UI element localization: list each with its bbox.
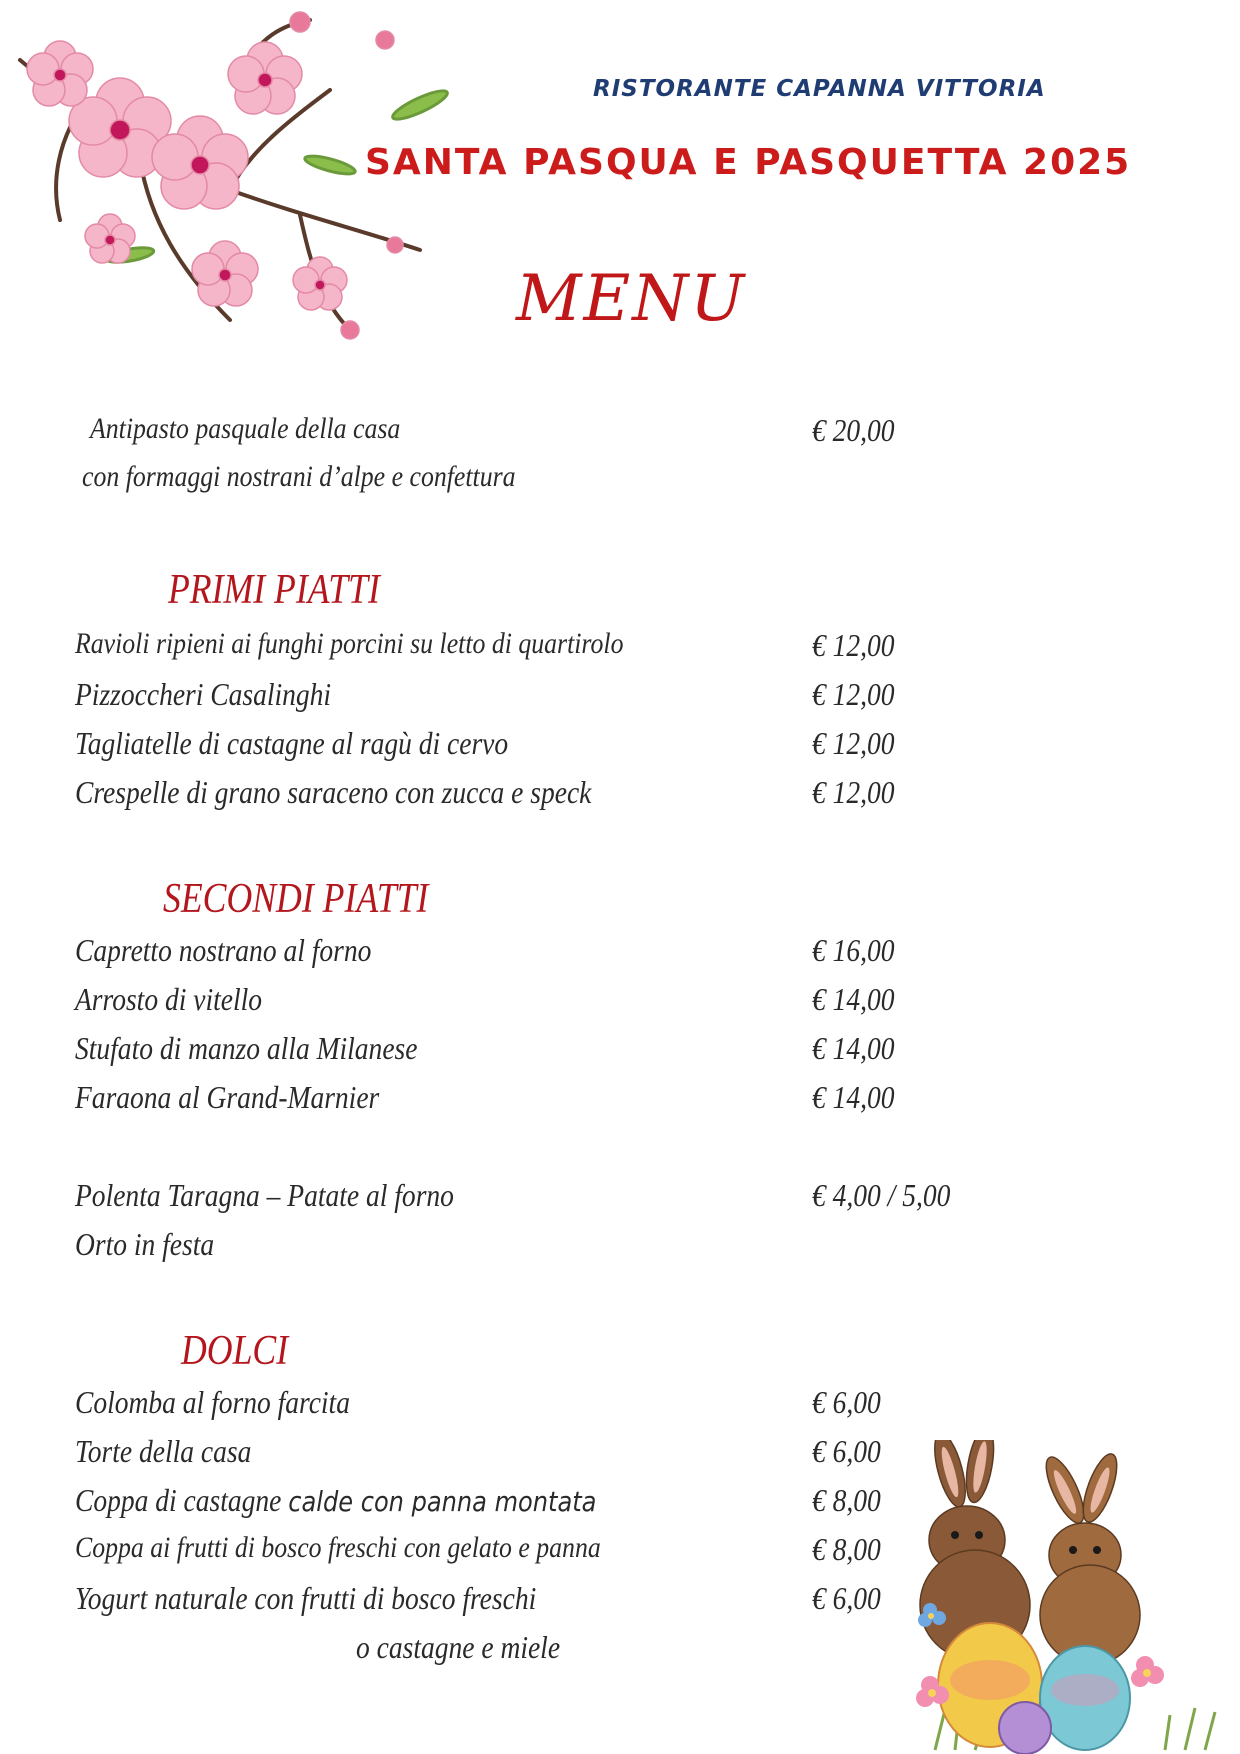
menu-item-name: [75, 1482, 596, 1519]
menu-item-price: € 12,00: [812, 725, 895, 761]
menu-item-price: € 12,00: [812, 676, 895, 712]
section-title-primi: PRIMI PIATTI: [168, 567, 380, 613]
menu-item-name: Antipasto pasquale della casa: [90, 412, 401, 445]
event-title: SANTA PASQUA E PASQUETTA 2025: [365, 142, 1132, 183]
menu-item-price: € 14,00: [812, 1079, 895, 1115]
menu-item-price: € 6,00: [812, 1433, 881, 1469]
menu-item-name: Colomba al forno farcita: [75, 1384, 350, 1420]
menu-item-name: Capretto nostrano al forno: [75, 932, 372, 968]
menu-item-price: € 4,00 / 5,00: [812, 1177, 951, 1213]
menu-item-price: € 6,00: [812, 1580, 881, 1616]
menu-item-name: Crespelle di grano saraceno con zucca e speck: [75, 774, 592, 810]
menu-item-contorni: [0, 1177, 1240, 1221]
menu-item-antipasto: [0, 412, 1240, 456]
menu-item-price: € 14,00: [812, 1030, 895, 1066]
menu-item: [0, 1384, 1240, 1428]
menu-item-name-part: calde con panna montata: [288, 1485, 597, 1518]
menu-item-name-part: Coppa di castagne: [75, 1482, 289, 1518]
menu-item: [0, 676, 1240, 720]
menu-item-price: € 6,00: [812, 1384, 881, 1420]
menu-item-description: o castagne e miele: [356, 1629, 561, 1665]
cherry-blossom-branch-icon: [0, 0, 500, 380]
menu-item-name: Faraona al Grand-Marnier: [75, 1079, 380, 1115]
easter-bunnies-eggs-icon: [915, 1440, 1240, 1754]
menu-item-name: Polenta Taragna – Patate al forno: [75, 1177, 454, 1213]
menu-item-price: € 12,00: [812, 774, 895, 810]
section-title-secondi: SECONDI PIATTI: [163, 876, 429, 922]
menu-item: [0, 627, 1240, 671]
menu-item: [0, 774, 1240, 818]
menu-item-name: Ravioli ripieni ai funghi porcini su letto di quartirolo: [75, 627, 624, 660]
menu-item: [0, 725, 1240, 769]
section-title-dolci: DOLCI: [181, 1328, 289, 1374]
menu-item-name: Orto in festa: [75, 1226, 215, 1262]
menu-item-name: Stufato di manzo alla Milanese: [75, 1030, 418, 1066]
menu-item-name: Arrosto di vitello: [75, 981, 263, 1017]
menu-item-price: € 12,00: [812, 627, 895, 663]
menu-item-name: Coppa ai frutti di bosco freschi con gelato e panna: [75, 1531, 601, 1564]
menu-item-name: Tagliatelle di castagne al ragù di cervo: [75, 725, 509, 761]
menu-item-description: con formaggi nostrani d’alpe e confettura: [82, 460, 516, 493]
menu-item-price: € 16,00: [812, 932, 895, 968]
menu-title: MENU: [516, 262, 747, 336]
menu-item: [0, 1079, 1240, 1123]
menu-item-name: Torte della casa: [75, 1433, 252, 1469]
menu-item-name: Pizzoccheri Casalinghi: [75, 676, 332, 712]
menu-item-name: Yogurt naturale con frutti di bosco freschi: [75, 1580, 537, 1616]
menu-item-price: € 8,00: [812, 1531, 881, 1567]
menu-item: [0, 981, 1240, 1025]
menu-item-price: € 20,00: [812, 412, 895, 448]
restaurant-name: RISTORANTE CAPANNA VITTORIA: [593, 76, 1046, 102]
menu-item-price: € 14,00: [812, 981, 895, 1017]
menu-item-price: € 8,00: [812, 1482, 881, 1518]
menu-item: [0, 932, 1240, 976]
menu-item: [0, 1030, 1240, 1074]
